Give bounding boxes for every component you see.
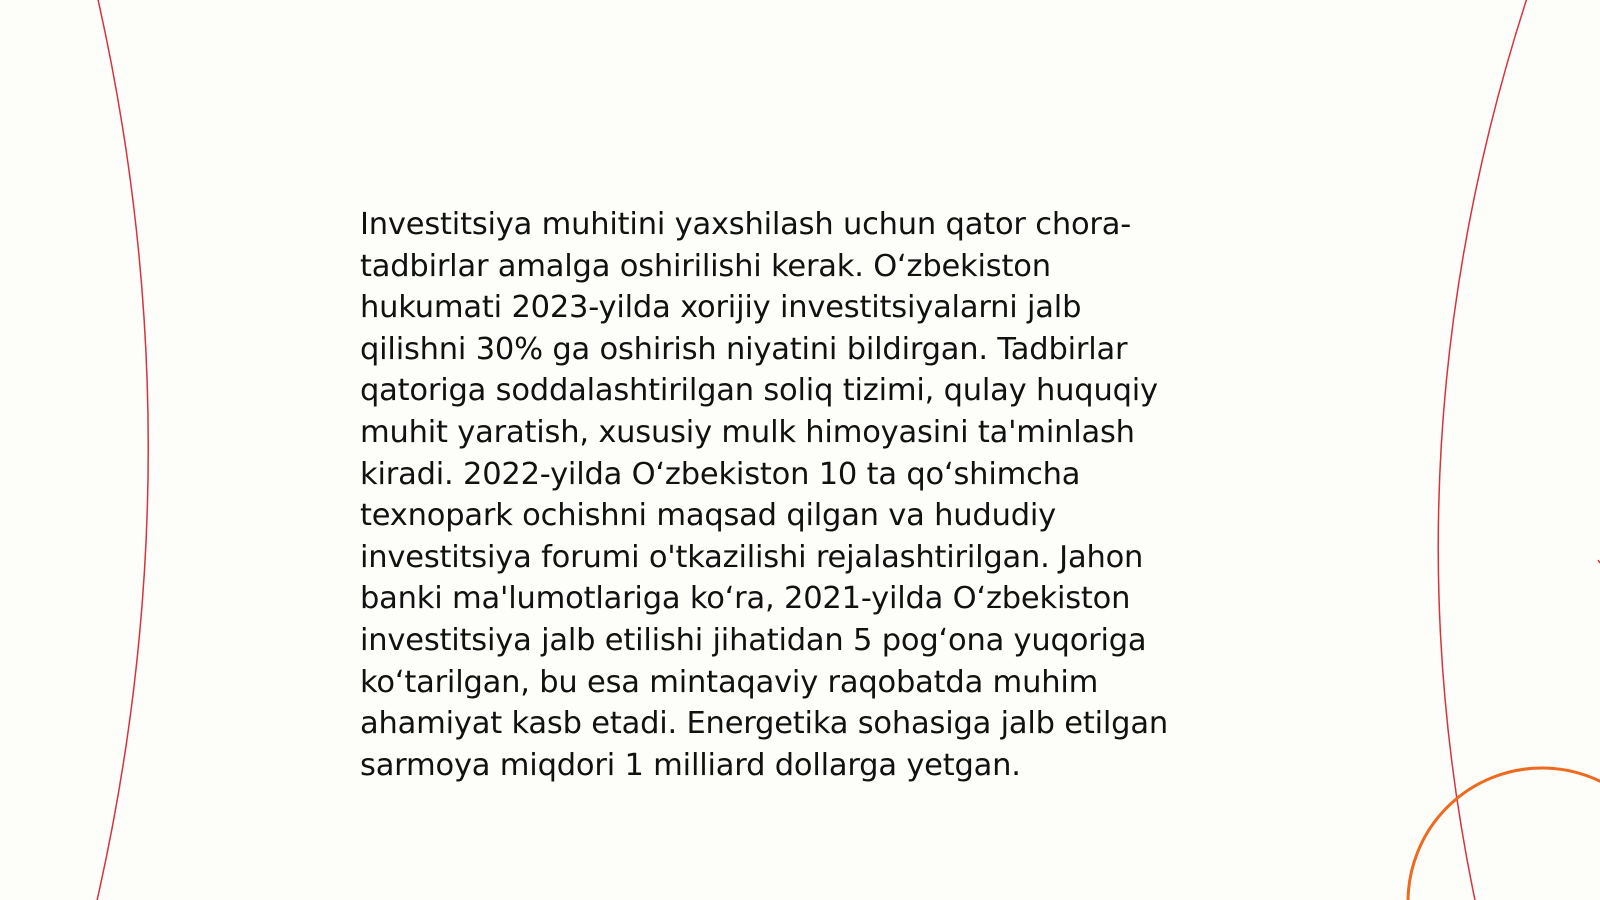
left-curve-line: [96, 0, 148, 900]
right-curve-line: [1438, 0, 1528, 900]
orange-circle-outline: [1408, 768, 1600, 900]
slide-body-text: Investitsiya muhitini yaxshilash uchun qator chora- tadbirlar amalga oshirilishi kerak. O‘zbekiston hukumati 2023-yilda xorijiy investitsiyalarni jalb qilishni 30% ga oshirish niyatini bildirgan. Tadbirlar qatoriga soddalashtirilgan soliq tizimi, qulay huquqiy muhit yaratish, xususiy mulk himoyasini ta'minlash kiradi. 2022-yilda O‘zbekiston 10 ta qo‘shimcha texnopark ochishni maqsad qilgan va hududiy investitsiya forumi o'tkazilishi rejalashtirilgan. Jahon banki ma'lumotlariga ko‘ra, 2021-yilda O‘zbekiston investitsiya jalb etilishi jihatidan 5 pog‘ona yuqoriga ko‘tarilgan, bu esa mintaqaviy raqobatda muhim ahamiyat kasb etadi. Energetika sohasiga jalb etilgan sarmoya miqdori 1 milliard dollarga yetgan.: [360, 207, 1168, 783]
